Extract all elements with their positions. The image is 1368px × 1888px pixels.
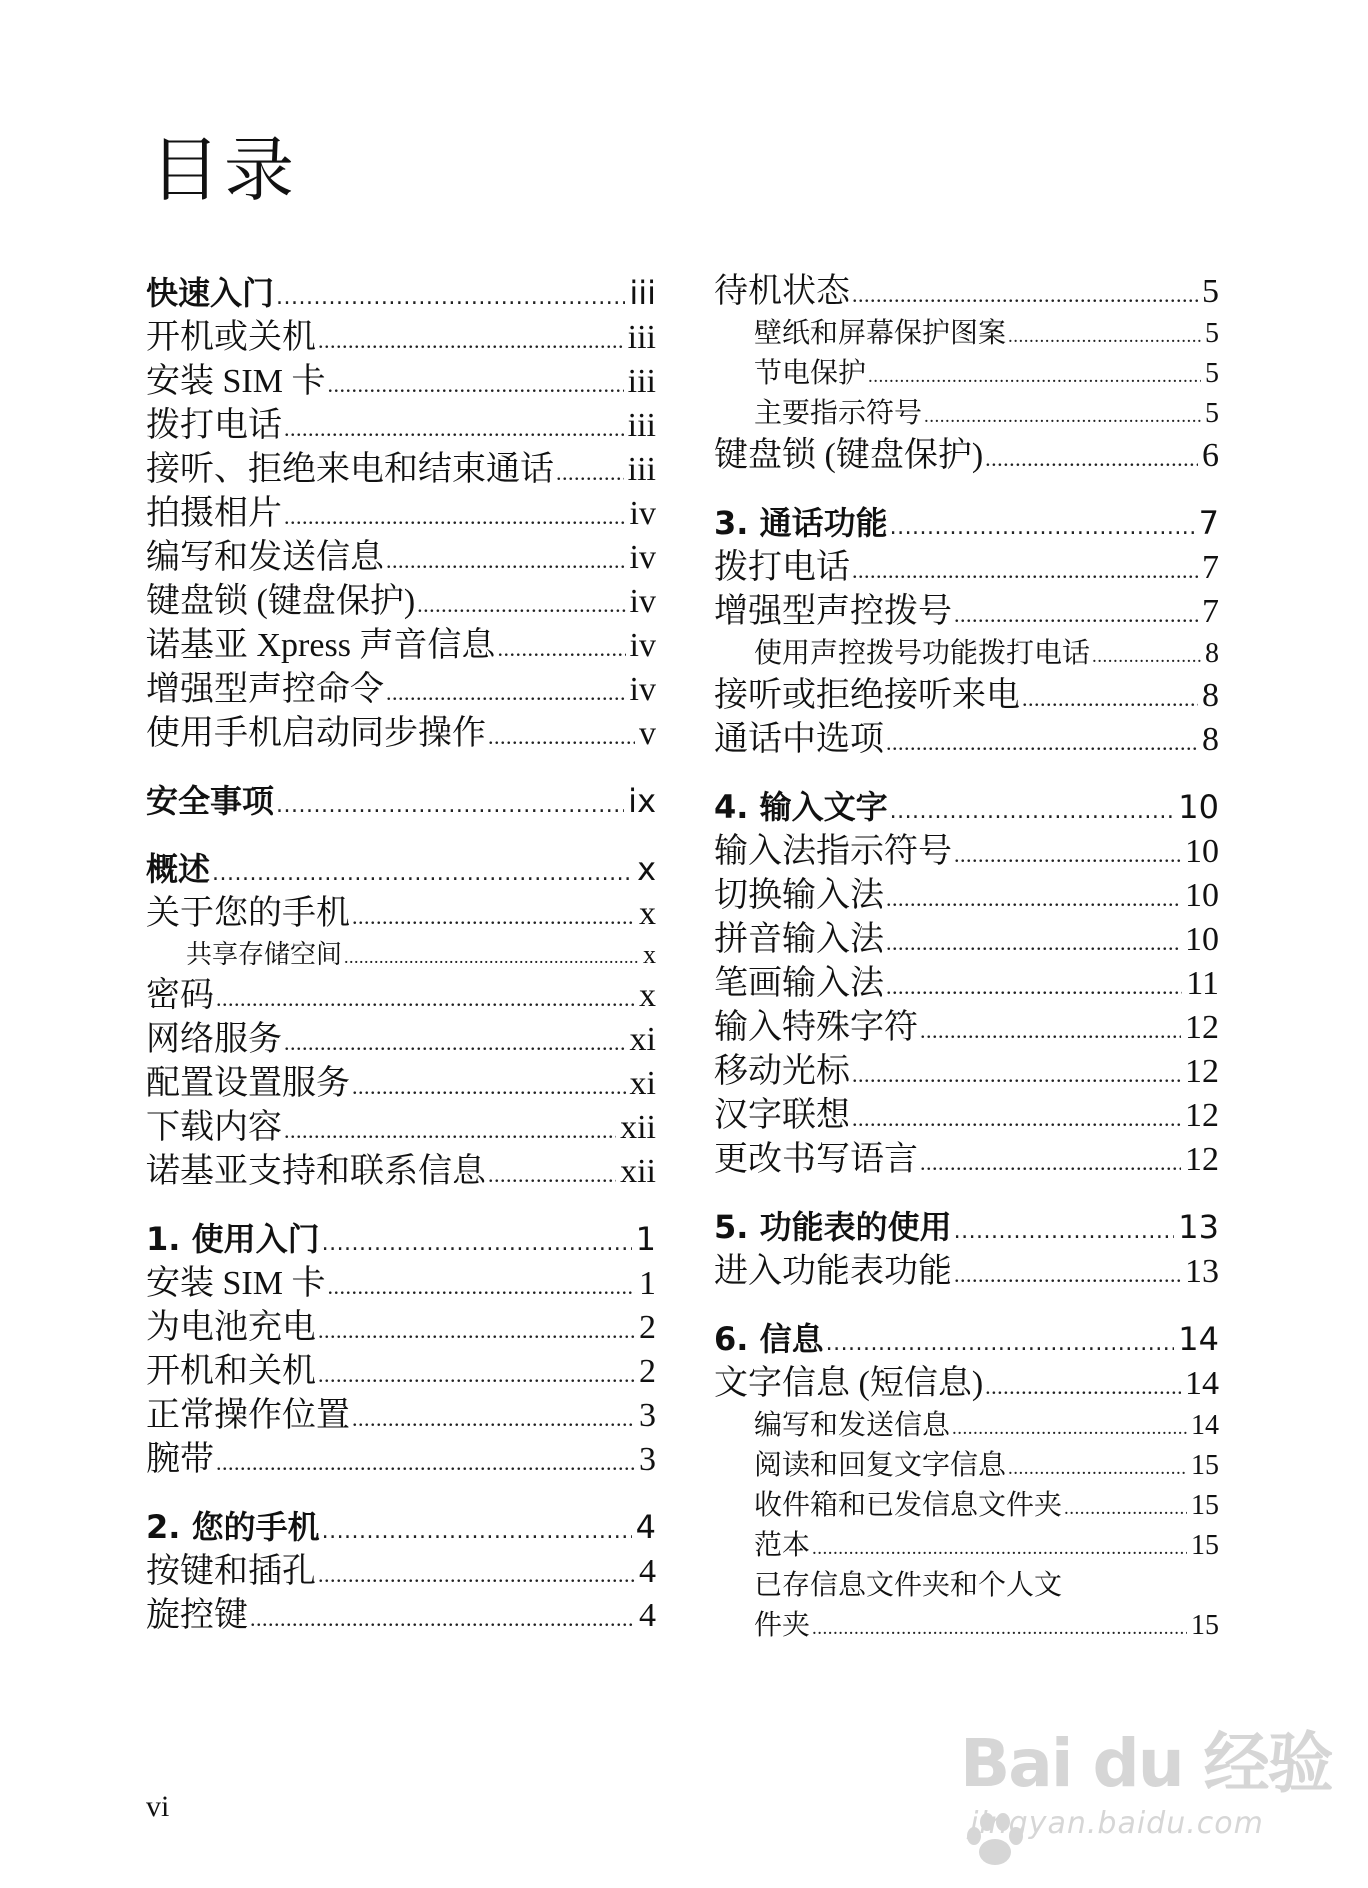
dot-leader [952, 1409, 1187, 1446]
toc-page-number: 11 [1186, 965, 1219, 1002]
toc-entry-title: 待机状态 [714, 273, 850, 310]
dot-leader [284, 1021, 626, 1062]
toc-page-number: 7 [1198, 504, 1219, 542]
toc-page-number: 3 [639, 1397, 656, 1434]
toc-entry[interactable] [714, 1250, 1219, 1294]
toc-entry-title: 为电池充电 [146, 1309, 316, 1346]
toc-page-number: 15 [1191, 1610, 1219, 1641]
toc-entry[interactable] [714, 1050, 1219, 1094]
toc-entry[interactable] [146, 624, 656, 668]
toc-section-heading[interactable] [714, 1204, 1219, 1250]
dot-leader [985, 1365, 1181, 1406]
section-gap [146, 1482, 656, 1504]
toc-entry-title: 输入法指示符号 [714, 833, 952, 870]
toc-entry[interactable] [714, 918, 1219, 962]
dot-leader [327, 363, 623, 404]
dot-leader [284, 1109, 616, 1150]
section-gap [714, 1182, 1219, 1204]
toc-entry[interactable] [714, 1138, 1219, 1182]
toc-entry[interactable] [714, 1406, 1219, 1446]
section-gap [714, 478, 1219, 500]
toc-entry-title: 诺基亚支持和联系信息 [146, 1153, 486, 1190]
watermark-url: jingyan.baidu.com [970, 1806, 1264, 1841]
toc-section-heading[interactable] [146, 1504, 656, 1550]
toc-page-number: 8 [1202, 721, 1219, 758]
toc-entry-title: 拼音输入法 [714, 921, 884, 958]
toc-entry-title: 文字信息 (短信息) [714, 1365, 984, 1402]
toc-section-heading[interactable] [714, 1316, 1219, 1362]
toc-page-number: 5 [1205, 318, 1219, 349]
toc-page-number: xi [629, 1021, 656, 1058]
toc-entry[interactable] [146, 580, 656, 624]
dot-leader [890, 505, 1195, 546]
dot-leader [276, 783, 624, 824]
toc-entry-title: 汉字联想 [714, 1097, 850, 1134]
dot-leader [212, 851, 633, 892]
toc-entry-title: 移动光标 [714, 1053, 850, 1090]
toc-page-number: 12 [1185, 1141, 1219, 1178]
toc-entry-title: 切换输入法 [714, 877, 884, 914]
toc-entry[interactable] [146, 1018, 656, 1062]
dot-leader [886, 721, 1198, 762]
toc-entry-title: 更改书写语言 [714, 1141, 918, 1178]
dot-leader [322, 1221, 632, 1262]
toc-entry[interactable] [714, 1526, 1219, 1566]
toc-entry[interactable] [146, 316, 656, 360]
toc-section-heading[interactable] [714, 784, 1219, 830]
toc-entry-title: 壁纸和屏幕保护图案 [754, 318, 1007, 349]
toc-entry-title: 正常操作位置 [146, 1397, 350, 1434]
dot-leader [852, 1053, 1181, 1094]
toc-entry-title: 键盘锁 (键盘保护) [714, 437, 984, 474]
toc-entry-title: 增强型声控拨号 [714, 593, 952, 630]
toc-entry-title: 件夹 [754, 1610, 811, 1641]
toc-entry-title: 编写和发送信息 [754, 1410, 951, 1441]
dot-leader [886, 965, 1182, 1006]
toc-entry-title: 阅读和回复文字信息 [754, 1450, 1007, 1481]
toc-entry-title: 网络服务 [146, 1021, 282, 1058]
dot-leader [890, 789, 1175, 830]
dot-leader [488, 1153, 616, 1194]
dot-leader [216, 977, 635, 1018]
toc-entry-title: 概述 [146, 850, 211, 888]
toc-entry-title: 增强型声控命令 [146, 671, 384, 708]
toc-page-number: 12 [1185, 1053, 1219, 1090]
toc-page-number: 5 [1205, 358, 1219, 389]
toc-right-column [714, 270, 1219, 1646]
toc-entry-title: 接听或拒绝接听来电 [714, 677, 1020, 714]
toc-entry-title: 3. 通话功能 [714, 504, 888, 542]
toc-entry-title: 使用手机启动同步操作 [146, 715, 486, 752]
dot-leader [812, 1529, 1187, 1566]
toc-page-number: iv [629, 539, 656, 576]
toc-entry[interactable] [146, 1062, 656, 1106]
toc-page-number: 10 [1178, 788, 1219, 826]
toc-entry[interactable] [714, 1486, 1219, 1526]
toc-page-number: 2 [639, 1353, 656, 1390]
toc-entry[interactable] [146, 974, 656, 1018]
dot-leader [488, 715, 635, 756]
toc-entry[interactable] [714, 1094, 1219, 1138]
toc-entry[interactable] [146, 1550, 656, 1594]
dot-leader [868, 357, 1201, 394]
toc-entry[interactable] [714, 718, 1219, 762]
dot-leader [284, 495, 626, 536]
toc-entry-title: 1. 使用入门 [146, 1220, 320, 1258]
toc-entry[interactable] [714, 314, 1219, 354]
toc-entry-title: 节电保护 [754, 358, 867, 389]
baidu-jingyan-watermark [960, 1710, 1340, 1860]
toc-section-heading[interactable] [714, 500, 1219, 546]
toc-page-number: 6 [1202, 437, 1219, 474]
dot-leader [497, 627, 625, 668]
toc-page-number: iv [629, 583, 656, 620]
toc-section-heading[interactable] [146, 846, 656, 892]
toc-page-number: 15 [1191, 1490, 1219, 1521]
dot-leader [386, 671, 626, 712]
toc-entry[interactable] [714, 1362, 1219, 1406]
toc-entry[interactable] [146, 1106, 656, 1150]
toc-entry[interactable] [714, 830, 1219, 874]
toc-entry-title: 通话中选项 [714, 721, 884, 758]
dot-leader [1008, 317, 1201, 354]
toc-entry[interactable] [146, 936, 656, 974]
toc-entry-title: 2. 您的手机 [146, 1508, 320, 1546]
toc-entry[interactable] [714, 1446, 1219, 1486]
toc-entry[interactable] [714, 270, 1219, 314]
toc-page-number: 13 [1185, 1253, 1219, 1290]
toc-entry-title: 共享存储空间 [186, 940, 343, 969]
toc-entry[interactable] [146, 1594, 656, 1638]
toc-entry[interactable] [146, 668, 656, 712]
toc-entry[interactable] [146, 892, 656, 936]
watermark-logo [960, 1710, 1340, 1882]
toc-entry-title: 开机和关机 [146, 1353, 316, 1390]
dot-leader [284, 407, 624, 448]
dot-leader [886, 921, 1181, 962]
dot-leader [344, 938, 639, 974]
toc-page-number: 5 [1205, 398, 1219, 429]
toc-page-number: 4 [635, 1508, 656, 1546]
dot-leader [954, 833, 1181, 874]
toc-entry-title: 密码 [146, 977, 214, 1014]
toc-entry[interactable] [714, 590, 1219, 634]
toc-section-heading[interactable] [146, 1216, 656, 1262]
section-gap [146, 1194, 656, 1216]
toc-entry-title: 键盘锁 (键盘保护) [146, 583, 416, 620]
toc-page-number: x [637, 850, 656, 888]
dot-leader [852, 273, 1198, 314]
toc-page-number: 13 [1178, 1208, 1219, 1246]
dot-leader [1022, 677, 1198, 718]
toc-entry[interactable] [146, 1350, 656, 1394]
section-gap [714, 762, 1219, 784]
dot-leader [924, 397, 1201, 434]
toc-entry-title: 下载内容 [146, 1109, 282, 1146]
watermark-logo-text: Bai du 经验 [960, 1725, 1332, 1802]
toc-page-number: 4 [639, 1597, 656, 1634]
toc-entry[interactable] [714, 874, 1219, 918]
toc-page-number: 10 [1185, 833, 1219, 870]
page-number: vi [146, 1790, 170, 1823]
toc-page-number: ix [628, 782, 656, 820]
toc-entry-title: 快速入门 [146, 274, 275, 312]
toc-page-number: iii [629, 274, 656, 312]
toc-entry-title: 拍摄相片 [146, 495, 282, 532]
toc-entry-title: 按键和插孔 [146, 1553, 316, 1590]
toc-page-number: 14 [1185, 1365, 1219, 1402]
toc-entry-title: 4. 输入文字 [714, 788, 888, 826]
dot-leader [216, 1441, 635, 1482]
toc-entry-title: 配置设置服务 [146, 1065, 350, 1102]
toc-page-number: 15 [1191, 1530, 1219, 1561]
toc-page-number: 2 [639, 1309, 656, 1346]
section-gap [714, 1294, 1219, 1316]
toc-left-column [146, 270, 656, 1638]
toc-page-number: iii [627, 363, 656, 400]
toc-page-number: iv [629, 671, 656, 708]
toc-page-number: 10 [1185, 921, 1219, 958]
toc-entry-title: 范本 [754, 1530, 811, 1561]
toc-page-number: iii [627, 407, 656, 444]
toc-page-number: 8 [1202, 677, 1219, 714]
toc-page-number: x [639, 895, 656, 932]
toc-entry[interactable] [714, 962, 1219, 1006]
toc-page-number: x [643, 940, 656, 969]
toc-entry-title: 接听、拒绝来电和结束通话 [146, 451, 554, 488]
toc-entry-title: 已存信息文件夹和个人文 [754, 1570, 1063, 1601]
dot-leader [556, 451, 624, 492]
dot-leader [852, 1097, 1181, 1138]
toc-page-number: xii [620, 1153, 656, 1190]
dot-leader [250, 1597, 635, 1638]
toc-entry-title: 开机或关机 [146, 319, 316, 356]
dot-leader [318, 1353, 635, 1394]
toc-entry-title: 6. 信息 [714, 1320, 824, 1358]
toc-entry[interactable] [714, 674, 1219, 718]
dot-leader [318, 1309, 635, 1350]
toc-entry-title: 安装 SIM 卡 [146, 1265, 326, 1302]
toc-page-number: 12 [1185, 1097, 1219, 1134]
toc-entry[interactable] [146, 1262, 656, 1306]
dot-leader [352, 895, 635, 936]
dot-leader [276, 275, 625, 316]
dot-leader [1008, 1449, 1187, 1486]
toc-entry[interactable] [146, 360, 656, 404]
toc-entry[interactable] [146, 492, 656, 536]
toc-page-number: 4 [639, 1553, 656, 1590]
toc-entry-title: 编写和发送信息 [146, 539, 384, 576]
toc-entry[interactable] [146, 448, 656, 492]
toc-page-number: iii [627, 319, 656, 356]
toc-page-number: xi [629, 1065, 656, 1102]
dot-leader [318, 319, 624, 360]
dot-leader [954, 1209, 1175, 1250]
dot-leader [322, 1509, 632, 1550]
dot-leader [985, 437, 1198, 478]
toc-entry[interactable] [714, 434, 1219, 478]
toc-entry[interactable] [714, 634, 1219, 674]
toc-page-number: 7 [1202, 549, 1219, 586]
toc-entry-title: 安装 SIM 卡 [146, 363, 326, 400]
toc-entry[interactable] [146, 1394, 656, 1438]
toc-entry-title: 关于您的手机 [146, 895, 350, 932]
toc-entry-title: 笔画输入法 [714, 965, 884, 1002]
dot-leader [812, 1609, 1187, 1646]
toc-entry[interactable] [146, 536, 656, 580]
dot-leader [954, 1253, 1181, 1294]
toc-page-number: 14 [1191, 1410, 1219, 1441]
toc-entry[interactable] [714, 354, 1219, 394]
toc-entry[interactable] [146, 1438, 656, 1482]
toc-entry-title: 进入功能表功能 [714, 1253, 952, 1290]
dot-leader [1064, 1489, 1187, 1526]
toc-entry-title: 腕带 [146, 1441, 214, 1478]
toc-page-number: iv [629, 627, 656, 664]
toc-page-number: 8 [1205, 638, 1219, 669]
toc-entry-title: 5. 功能表的使用 [714, 1208, 952, 1246]
toc-page-number: iii [627, 451, 656, 488]
toc-page-number: 12 [1185, 1009, 1219, 1046]
toc-entry-title: 输入特殊字符 [714, 1009, 918, 1046]
dot-leader [886, 877, 1181, 918]
toc-page-number: 1 [635, 1220, 656, 1258]
toc-entry-title: 拨打电话 [146, 407, 282, 444]
toc-entry[interactable] [714, 546, 1219, 590]
toc-page-number: 1 [639, 1265, 656, 1302]
dot-leader [352, 1065, 626, 1106]
toc-page-number: 15 [1191, 1450, 1219, 1481]
toc-page-number: v [639, 715, 656, 752]
dot-leader [954, 593, 1198, 634]
dot-leader [852, 549, 1198, 590]
toc-page-number: 10 [1185, 877, 1219, 914]
toc-entry[interactable] [714, 1606, 1219, 1646]
toc-page-number: 14 [1178, 1320, 1219, 1358]
toc-entry-title: 安全事项 [146, 782, 275, 820]
toc-entry-title: 拨打电话 [714, 549, 850, 586]
toc-entry[interactable] [714, 394, 1219, 434]
dot-leader [826, 1321, 1175, 1362]
section-gap [146, 824, 656, 846]
toc-entry[interactable] [146, 1306, 656, 1350]
toc-page-number: 3 [639, 1441, 656, 1478]
dot-leader [386, 539, 626, 580]
toc-entry-title: 旋控键 [146, 1597, 248, 1634]
dot-leader [327, 1265, 635, 1306]
toc-entry[interactable] [714, 1566, 1219, 1606]
toc-section-heading[interactable] [146, 270, 656, 316]
toc-entry-title: 使用声控拨号功能拨打电话 [754, 638, 1091, 669]
dot-leader [1092, 637, 1201, 674]
page-title: 目录 [150, 129, 298, 211]
toc-entry[interactable] [146, 404, 656, 448]
toc-page-number: xii [620, 1109, 656, 1146]
dot-leader [352, 1397, 635, 1438]
toc-page-number: iv [629, 495, 656, 532]
toc-entry-title: 诺基亚 Xpress 声音信息 [146, 627, 496, 664]
dot-leader [920, 1141, 1181, 1182]
toc-entry-title: 主要指示符号 [754, 398, 923, 429]
toc-page-number: 7 [1202, 593, 1219, 630]
toc-entry[interactable] [146, 712, 656, 756]
dot-leader [417, 583, 625, 624]
toc-entry[interactable] [146, 1150, 656, 1194]
dot-leader [318, 1553, 635, 1594]
toc-page-number: 5 [1202, 273, 1219, 310]
toc-page-number: x [639, 977, 656, 1014]
toc-entry-title: 收件箱和已发信息文件夹 [754, 1490, 1063, 1521]
dot-leader [920, 1009, 1181, 1050]
toc-section-heading[interactable] [146, 778, 656, 824]
toc-entry[interactable] [714, 1006, 1219, 1050]
section-gap [146, 756, 656, 778]
